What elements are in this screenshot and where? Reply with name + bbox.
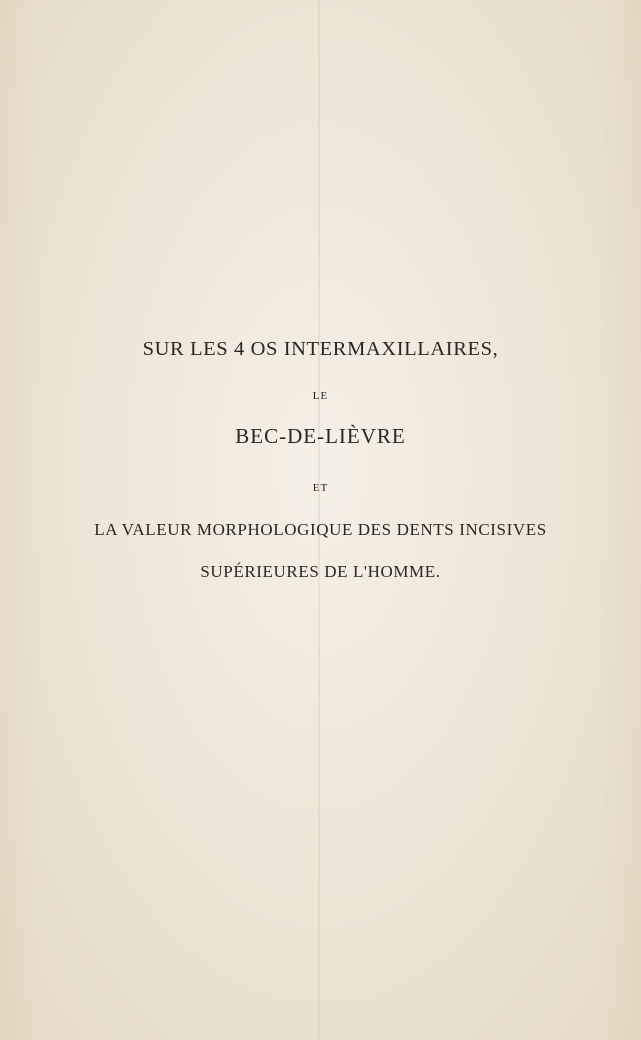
connector-le: LE (312, 390, 329, 402)
title-line-3: LA VALEUR MORPHOLOGIQUE DES DENTS INCISIVES (94, 520, 547, 539)
title-line-2: BEC-DE-LIÈVRE (235, 424, 406, 448)
title-line-4: SUPÉRIEURES DE L'HOMME. (200, 562, 441, 581)
title-line-1: SUR LES 4 OS INTERMAXILLAIRES, (142, 338, 499, 360)
connector-et: ET (312, 482, 329, 494)
